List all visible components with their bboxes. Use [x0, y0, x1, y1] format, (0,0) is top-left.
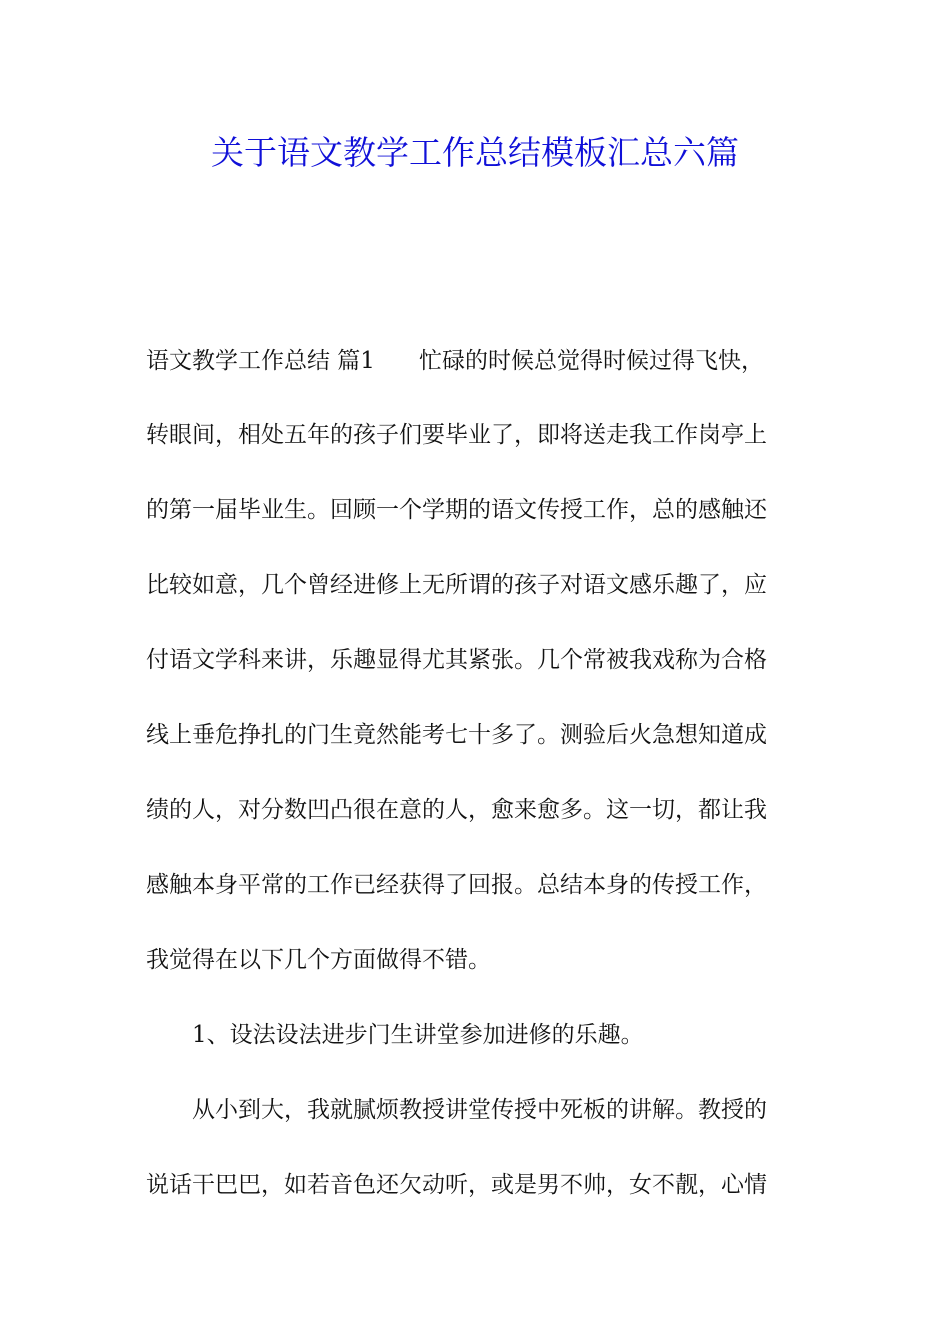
paragraph-line: 转眼间，相处五年的孩子们要毕业了，即将送走我工作岗亭上 [146, 422, 767, 448]
paragraph-line: 线上垂危挣扎的门生竟然能考七十多了。测验后火急想知道成 [146, 722, 767, 748]
paragraph-line: 说话干巴巴，如若音色还欠动听，或是男不帅，女不靓，心情 [146, 1172, 767, 1198]
paragraph-line: 比较如意，几个曾经进修上无所谓的孩子对语文感乐趣了，应 [146, 572, 767, 598]
paragraph-line [146, 344, 826, 378]
paragraph-text: 忙碌的时候总觉得时候过得飞快， [418, 348, 764, 374]
document-title: 关于语文教学工作总结模板汇总六篇 [211, 133, 739, 172]
paragraph-line: 感触本身平常的工作已经获得了回报。总结本身的传授工作， [146, 872, 767, 898]
paragraph-line: 的第一届毕业生。回顾一个学期的语文传授工作，总的感触还 [146, 497, 767, 523]
section-heading: 语文教学工作总结 篇1 [146, 348, 375, 374]
list-item-heading: 1、设法设法进步门生讲堂参加进修的乐趣。 [192, 1022, 644, 1048]
paragraph-line: 付语文学科来讲，乐趣显得尤其紧张。几个常被我戏称为合格 [146, 647, 767, 673]
paragraph-line: 绩的人，对分数凹凸很在意的人，愈来愈多。这一切，都让我 [146, 797, 767, 823]
paragraph-line: 我觉得在以下几个方面做得不错。 [146, 947, 491, 973]
paragraph-line: 从小到大，我就腻烦教授讲堂传授中死板的讲解。教授的 [192, 1097, 767, 1123]
